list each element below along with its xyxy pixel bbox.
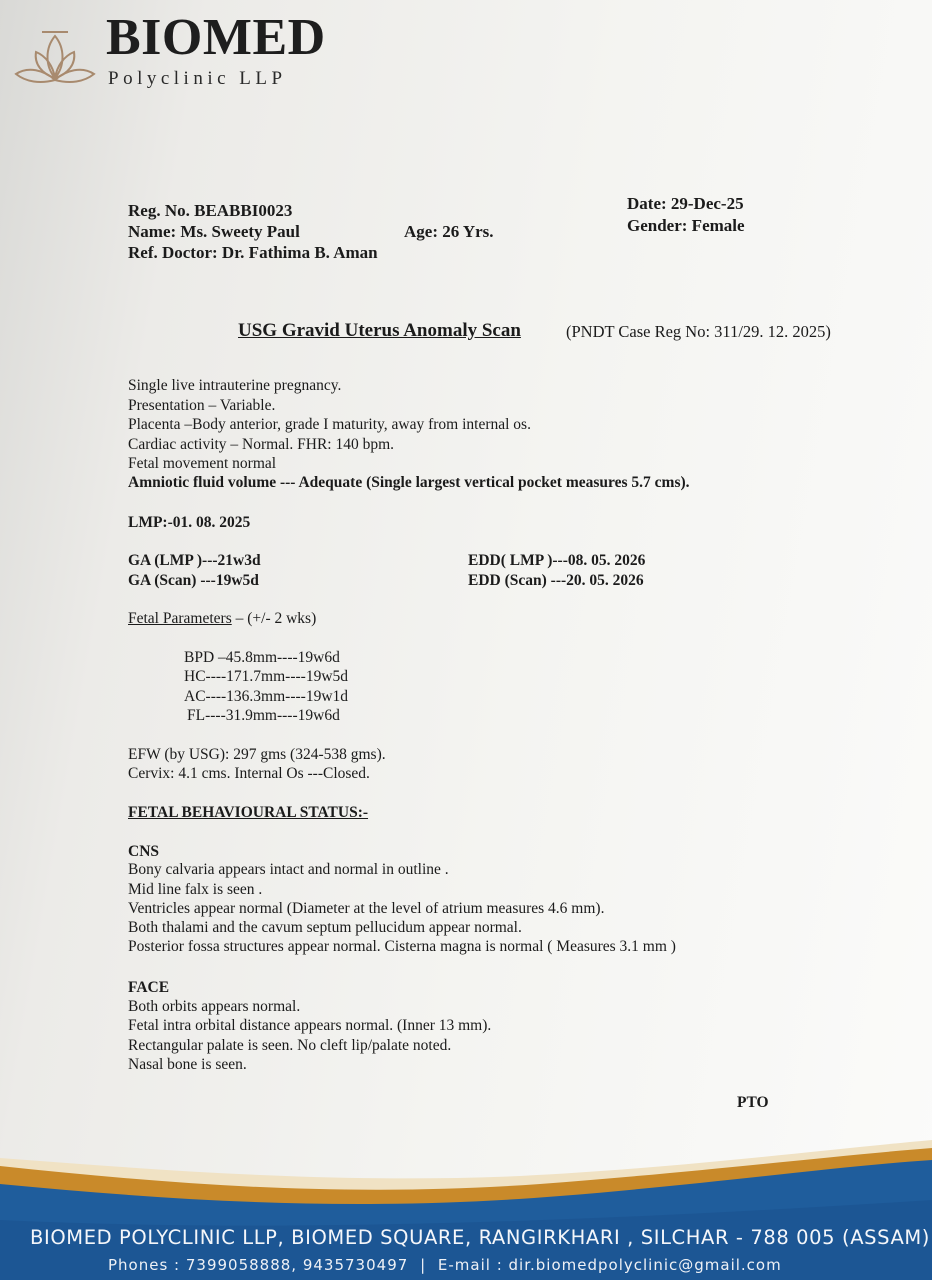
patient-gender: Gender: Female [627, 216, 745, 235]
ref-doctor: Ref. Doctor: Dr. Fathima B. Aman [128, 243, 378, 262]
cns-line: Both thalami and the cavum septum pellucidum appear normal. [128, 919, 522, 936]
fetal-parameters-label: Fetal Parameters [128, 610, 232, 627]
cns-line: Ventricles appear normal (Diameter at the level of atrium measures 4.6 mm). [128, 900, 605, 917]
face-heading: FACE [128, 979, 170, 996]
brand-subtitle: Polyclinic LLP [108, 68, 287, 89]
lotus-logo-icon [12, 28, 98, 94]
cns-line: Posterior fossa structures appear normal. Cisterna magna is normal ( Measures 3.1 mm ) [128, 938, 676, 955]
patient-name: Name: Ms. Sweety Paul [128, 222, 300, 241]
pndt-case-reg: (PNDT Case Reg No: 311/29. 12. 2025) [566, 322, 831, 341]
finding-line: Presentation – Variable. [128, 397, 276, 414]
face-line: Rectangular palate is seen. No cleft lip/palate noted. [128, 1037, 452, 1054]
fetal-parameter: FL----31.9mm----19w6d [187, 707, 340, 724]
face-line: Nasal bone is seen. [128, 1056, 247, 1073]
efw: EFW (by USG): 297 gms (324-538 gms). [128, 746, 386, 763]
report-date: Date: 29-Dec-25 [627, 194, 744, 213]
face-line: Both orbits appears normal. [128, 998, 301, 1015]
fetal-parameters-range: – (+/- 2 wks) [231, 610, 317, 627]
cns-line: Bony calvaria appears intact and normal in outline . [128, 861, 449, 878]
edd-scan: EDD (Scan) ---20. 05. 2026 [468, 572, 644, 589]
edd-lmp: EDD( LMP )---08. 05. 2026 [468, 552, 646, 569]
ga-scan: GA (Scan) ---19w5d [128, 572, 259, 589]
footer-email[interactable]: E-mail : dir.biomedpolyclinic@gmail.com [437, 1256, 782, 1274]
patient-age: Age: 26 Yrs. [404, 222, 494, 241]
fetal-parameter: AC----136.3mm----19w1d [184, 688, 349, 705]
amniotic-fluid: Amniotic fluid volume --- Adequate (Single largest vertical pocket measures 5.7 cms). [128, 474, 690, 491]
footer-phones: Phones : 7399058888, 9435730497 [108, 1256, 409, 1274]
ga-lmp: GA (LMP )---21w3d [128, 552, 261, 569]
brand-name: BIOMED [106, 9, 326, 66]
cervix: Cervix: 4.1 cms. Internal Os ---Closed. [128, 765, 370, 782]
cns-heading: CNS [128, 843, 160, 860]
finding-line: Single live intrauterine pregnancy. [128, 377, 342, 394]
fetal-parameters-heading [128, 610, 316, 628]
finding-line: Placenta –Body anterior, grade I maturity, away from internal os. [128, 416, 531, 433]
lmp-date: LMP:-01. 08. 2025 [128, 514, 251, 531]
pto-label: PTO [737, 1094, 769, 1111]
fetal-parameter: HC----171.7mm----19w5d [184, 668, 349, 685]
footer-separator: | [420, 1256, 427, 1274]
finding-line: Fetal movement normal [128, 455, 277, 472]
cns-line: Mid line falx is seen . [128, 881, 263, 898]
footer-address: BIOMED POLYCLINIC LLP, BIOMED SQUARE, RANGIRKHARI , SILCHAR - 788 005 (ASSAM) [30, 1226, 931, 1249]
face-line: Fetal intra orbital distance appears normal. (Inner 13 mm). [128, 1017, 492, 1034]
report-title: USG Gravid Uterus Anomaly Scan [238, 320, 521, 341]
finding-line: Cardiac activity – Normal. FHR: 140 bpm. [128, 436, 395, 453]
footer-contact [108, 1256, 788, 1274]
behaviour-heading: FETAL BEHAVIOURAL STATUS:- [128, 804, 369, 821]
fetal-parameter: BPD –45.8mm----19w6d [184, 649, 340, 666]
reg-number: Reg. No. BEABBI0023 [128, 201, 293, 220]
